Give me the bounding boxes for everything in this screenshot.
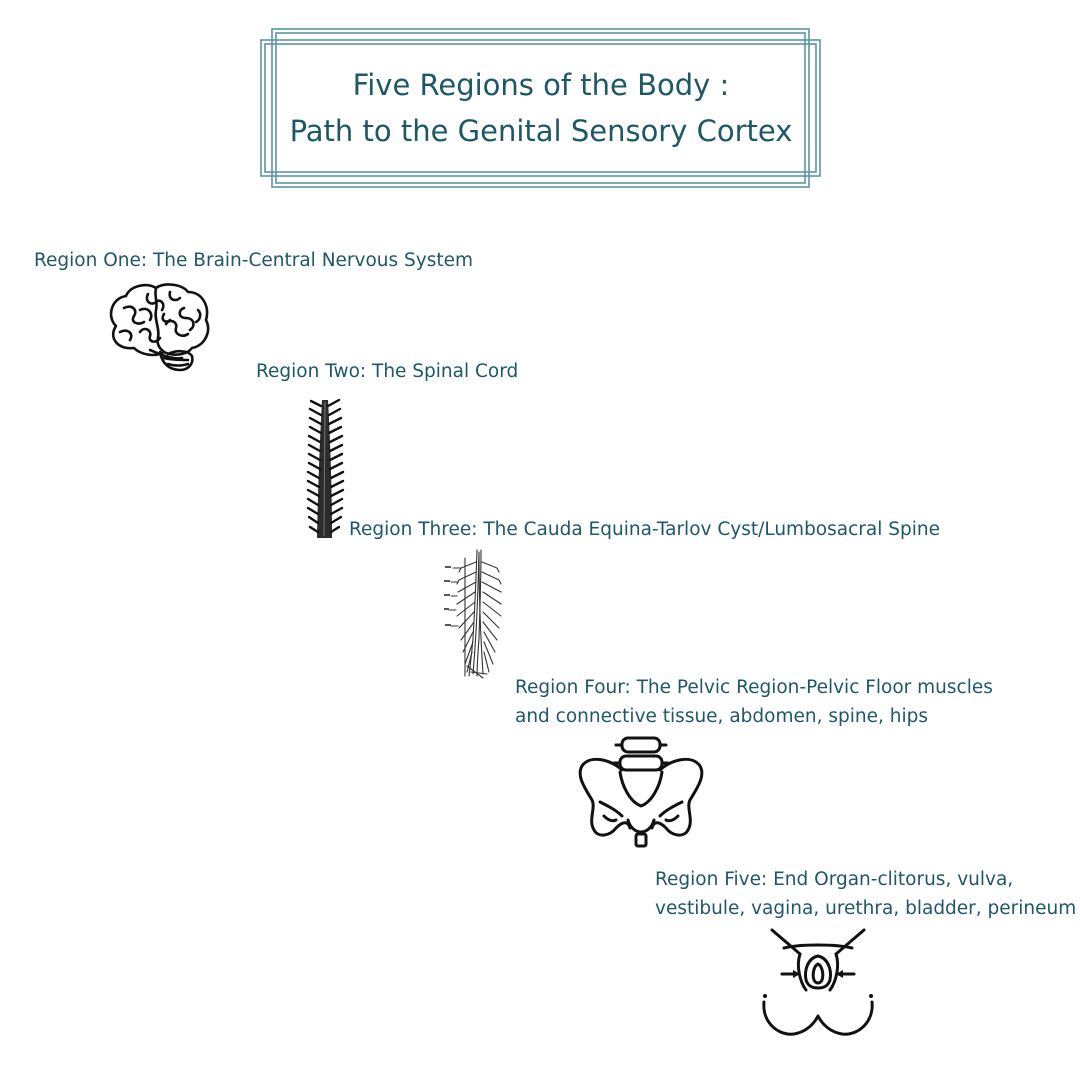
brain-icon [104,280,212,374]
spinal-cord-icon [306,396,348,542]
region-five-label: Region Five: End Organ-clitorus, vulva, vestibule, vagina, urethra, bladder, perineum [655,869,1077,919]
title-line-1: Five Regions of the Body : [352,68,730,102]
region-four-label: Region Four: The Pelvic Region-Pelvic Floor muscles and connective tissue, abdomen, spine, hips [515,677,993,727]
vulva-icon [760,926,876,1044]
cauda-equina-icon [443,548,513,680]
region-one-label: Region One: The Brain-Central Nervous System [34,250,474,271]
region-three-label: Region Three: The Cauda Equina-Tarlov Cyst/Lumbosacral Spine [349,519,940,540]
page-title [278,62,804,154]
pelvis-icon [576,732,706,852]
region-two-label: Region Two: The Spinal Cord [256,361,519,382]
title-line-2: Path to the Genital Sensory Cortex [289,114,793,148]
